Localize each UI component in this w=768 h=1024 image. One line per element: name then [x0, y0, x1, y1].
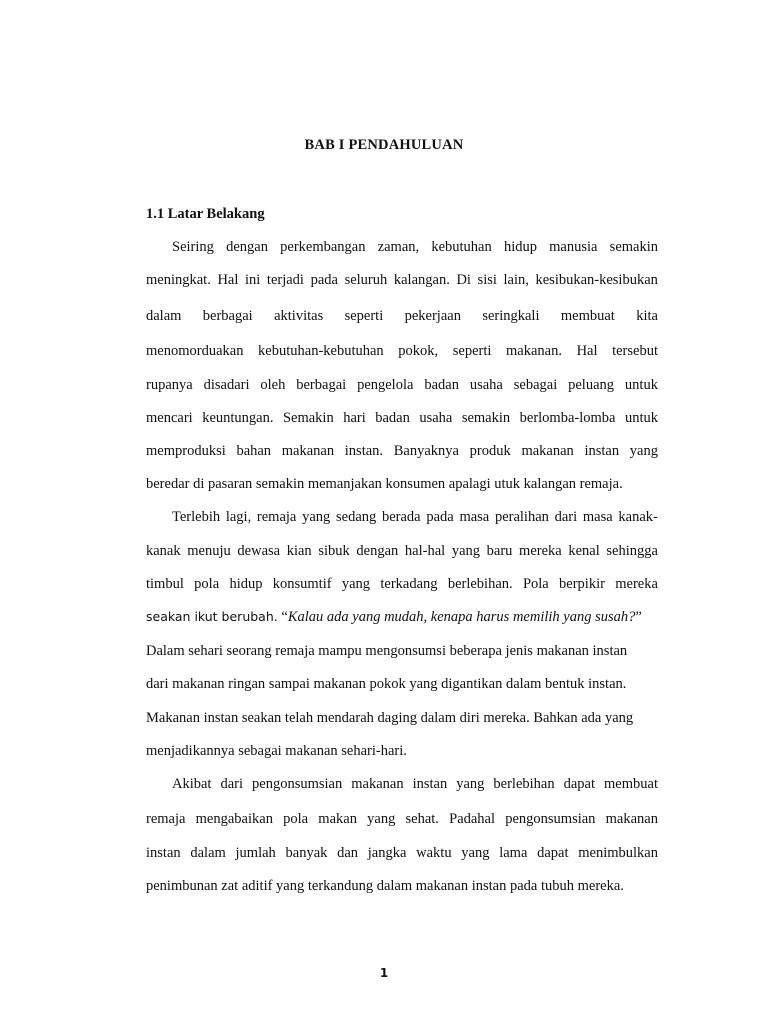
word: yang [629, 443, 658, 459]
word: dapat [563, 776, 596, 792]
word: makanan [351, 776, 404, 792]
word: meningkat. [146, 272, 211, 288]
word: pola [283, 811, 309, 827]
word: kalangan. [393, 272, 450, 288]
word: pokok, [398, 343, 439, 359]
word: sebagai [513, 377, 558, 393]
word: seringkali [482, 308, 540, 324]
word: Di [456, 272, 471, 288]
word: mereka [519, 543, 562, 559]
word: lain, [503, 272, 529, 288]
word: kebutuhan [431, 239, 492, 255]
word: berada [381, 509, 421, 525]
text-line [146, 542, 658, 560]
word: masa [459, 509, 490, 525]
italic-quote: Kalau ada yang mudah, kenapa harus memilih yang susah? [287, 609, 636, 625]
word: dari [554, 509, 578, 525]
word: kita [636, 308, 658, 324]
word: Pola [522, 576, 549, 592]
word: sehat. [405, 811, 439, 827]
word: badan [375, 410, 410, 426]
text-line [172, 775, 658, 793]
word: Hal [576, 343, 598, 359]
word: lagi, [225, 509, 252, 525]
text-line [172, 508, 658, 526]
word: usaha [419, 410, 453, 426]
word: banyak [285, 845, 328, 861]
word: pengonsumsian [505, 811, 596, 827]
word: oleh [260, 377, 286, 393]
word: Banyaknya [393, 443, 459, 459]
text-line: dari makanan ringan sampai makanan pokok yang digantikan dalam bentuk instan. [146, 676, 627, 692]
word: remaja [256, 509, 297, 525]
word: sedang [336, 509, 377, 525]
word: Akibat [172, 776, 212, 792]
word: masa [582, 509, 613, 525]
word: semakin [609, 239, 658, 255]
word: makanan [605, 811, 658, 827]
word: usaha [469, 377, 503, 393]
word: konsumtif [272, 576, 332, 592]
word: makanan [521, 443, 574, 459]
word: hal-hal [404, 543, 446, 559]
word: aktivitas [274, 308, 324, 324]
word: Hal [217, 272, 239, 288]
word: semakin [461, 410, 511, 426]
word: membuat [604, 776, 658, 792]
sans-fragment: seakan ikut berubah. [146, 609, 278, 624]
word: sibuk [318, 543, 350, 559]
word: dari [220, 776, 244, 792]
word: kebutuhan-kebutuhan [258, 343, 384, 359]
word: dengan [356, 543, 399, 559]
word: seperti [344, 308, 384, 324]
word: manusia [549, 239, 598, 255]
word: remaja [146, 811, 186, 827]
word: rupanya [146, 377, 193, 393]
quote-open: “ [277, 609, 288, 625]
quote-close: ” [635, 609, 642, 625]
text-line: penimbunan zat aditif yang terkandung dalam makanan instan pada tubuh mereka. [146, 878, 624, 894]
word: hidup [503, 239, 537, 255]
word: mengabaikan [195, 811, 273, 827]
word: seperti [452, 343, 492, 359]
word: pengonsumsian [252, 776, 343, 792]
word: Semakin [282, 410, 334, 426]
word: pengelola [357, 377, 414, 393]
word: instan. [344, 443, 384, 459]
word: berlomba-lomba [519, 410, 616, 426]
word: Padahal [449, 811, 496, 827]
text-line [146, 342, 658, 360]
word: berbagai [202, 308, 253, 324]
word: menimbulkan [578, 845, 658, 861]
word: jangka [367, 845, 407, 861]
word: jumlah [235, 845, 276, 861]
word: yang [461, 845, 490, 861]
word: berpikir [559, 576, 605, 592]
word: membuat [560, 308, 615, 324]
word: untuk [624, 410, 658, 426]
text-line [146, 442, 658, 460]
word: baru [486, 543, 513, 559]
chapter-title: BAB I PENDAHULUAN [304, 137, 464, 153]
word: mencari [146, 410, 193, 426]
word: menomorduakan [146, 343, 244, 359]
text-line [146, 810, 658, 828]
word: hidup [229, 576, 263, 592]
word: berlebihan. [447, 576, 513, 592]
word: menuju [187, 543, 231, 559]
text-line [146, 307, 658, 325]
word: seluruh [344, 272, 388, 288]
word: makanan. [506, 343, 562, 359]
word: berbagai [296, 377, 347, 393]
word: instan [146, 845, 181, 861]
word: mereka [615, 576, 658, 592]
word: dapat [537, 845, 569, 861]
text-line: menjadikannya sebagai makanan sehari-hari. [146, 743, 407, 759]
word: tersebut [612, 343, 658, 359]
word: memproduksi [146, 443, 226, 459]
word: pada [310, 272, 338, 288]
word: sisi [477, 272, 497, 288]
word: peralihan [494, 509, 549, 525]
word: pekerjaan [404, 308, 461, 324]
word: kanak- [618, 509, 658, 525]
text-line: Makanan instan seakan telah mendarah daging dalam diri mereka. Bahkan ada yang [146, 710, 634, 726]
word: sehingga [606, 543, 658, 559]
text-line [146, 844, 658, 862]
text-line [172, 238, 658, 256]
word: hari [343, 410, 366, 426]
word: Terlebih [172, 509, 221, 525]
word: waktu [416, 845, 452, 861]
word: produk [469, 443, 511, 459]
word: zaman, [377, 239, 420, 255]
word: kesibukan-kesibukan [535, 272, 658, 288]
word: peluang [568, 377, 615, 393]
section-heading: 1.1 Latar Belakang [146, 206, 265, 222]
word: dalam [146, 308, 182, 324]
text-line-mixed [146, 608, 642, 626]
word: yang [451, 543, 480, 559]
word: dewasa [237, 543, 281, 559]
word: kanak [146, 543, 181, 559]
word: yang [367, 811, 396, 827]
word: dan [337, 845, 359, 861]
word: terjadi [266, 272, 304, 288]
text-line [146, 409, 658, 427]
word: untuk [624, 377, 658, 393]
word: pola [194, 576, 220, 592]
word: badan [424, 377, 459, 393]
word: instan [584, 443, 620, 459]
word: Seiring [172, 239, 214, 255]
word: lama [499, 845, 528, 861]
word: dengan [226, 239, 268, 255]
word: yang [456, 776, 485, 792]
word: kian [286, 543, 312, 559]
text-line [146, 271, 658, 289]
word: keuntungan. [202, 410, 274, 426]
text-line [146, 376, 658, 394]
text-line [146, 575, 658, 593]
word: kenal [568, 543, 600, 559]
word: dalam [190, 845, 226, 861]
word: berlebihan [493, 776, 555, 792]
word: perkembangan [280, 239, 366, 255]
page-number: 1 [379, 966, 389, 980]
word: yang [302, 509, 331, 525]
word: makanan [281, 443, 335, 459]
word: bahan [236, 443, 272, 459]
word: terkadang [380, 576, 438, 592]
word: instan [412, 776, 448, 792]
word: disadari [203, 377, 250, 393]
text-line: beredar di pasaran semakin memanjakan konsumen apalagi utuk kalangan remaja. [146, 476, 623, 492]
word: pada [426, 509, 454, 525]
text-line: Dalam sehari seorang remaja mampu mengonsumsi beberapa jenis makanan instan [146, 643, 628, 659]
word: timbul [146, 576, 184, 592]
word: makan [318, 811, 357, 827]
word: yang [341, 576, 371, 592]
word: ini [245, 272, 261, 288]
